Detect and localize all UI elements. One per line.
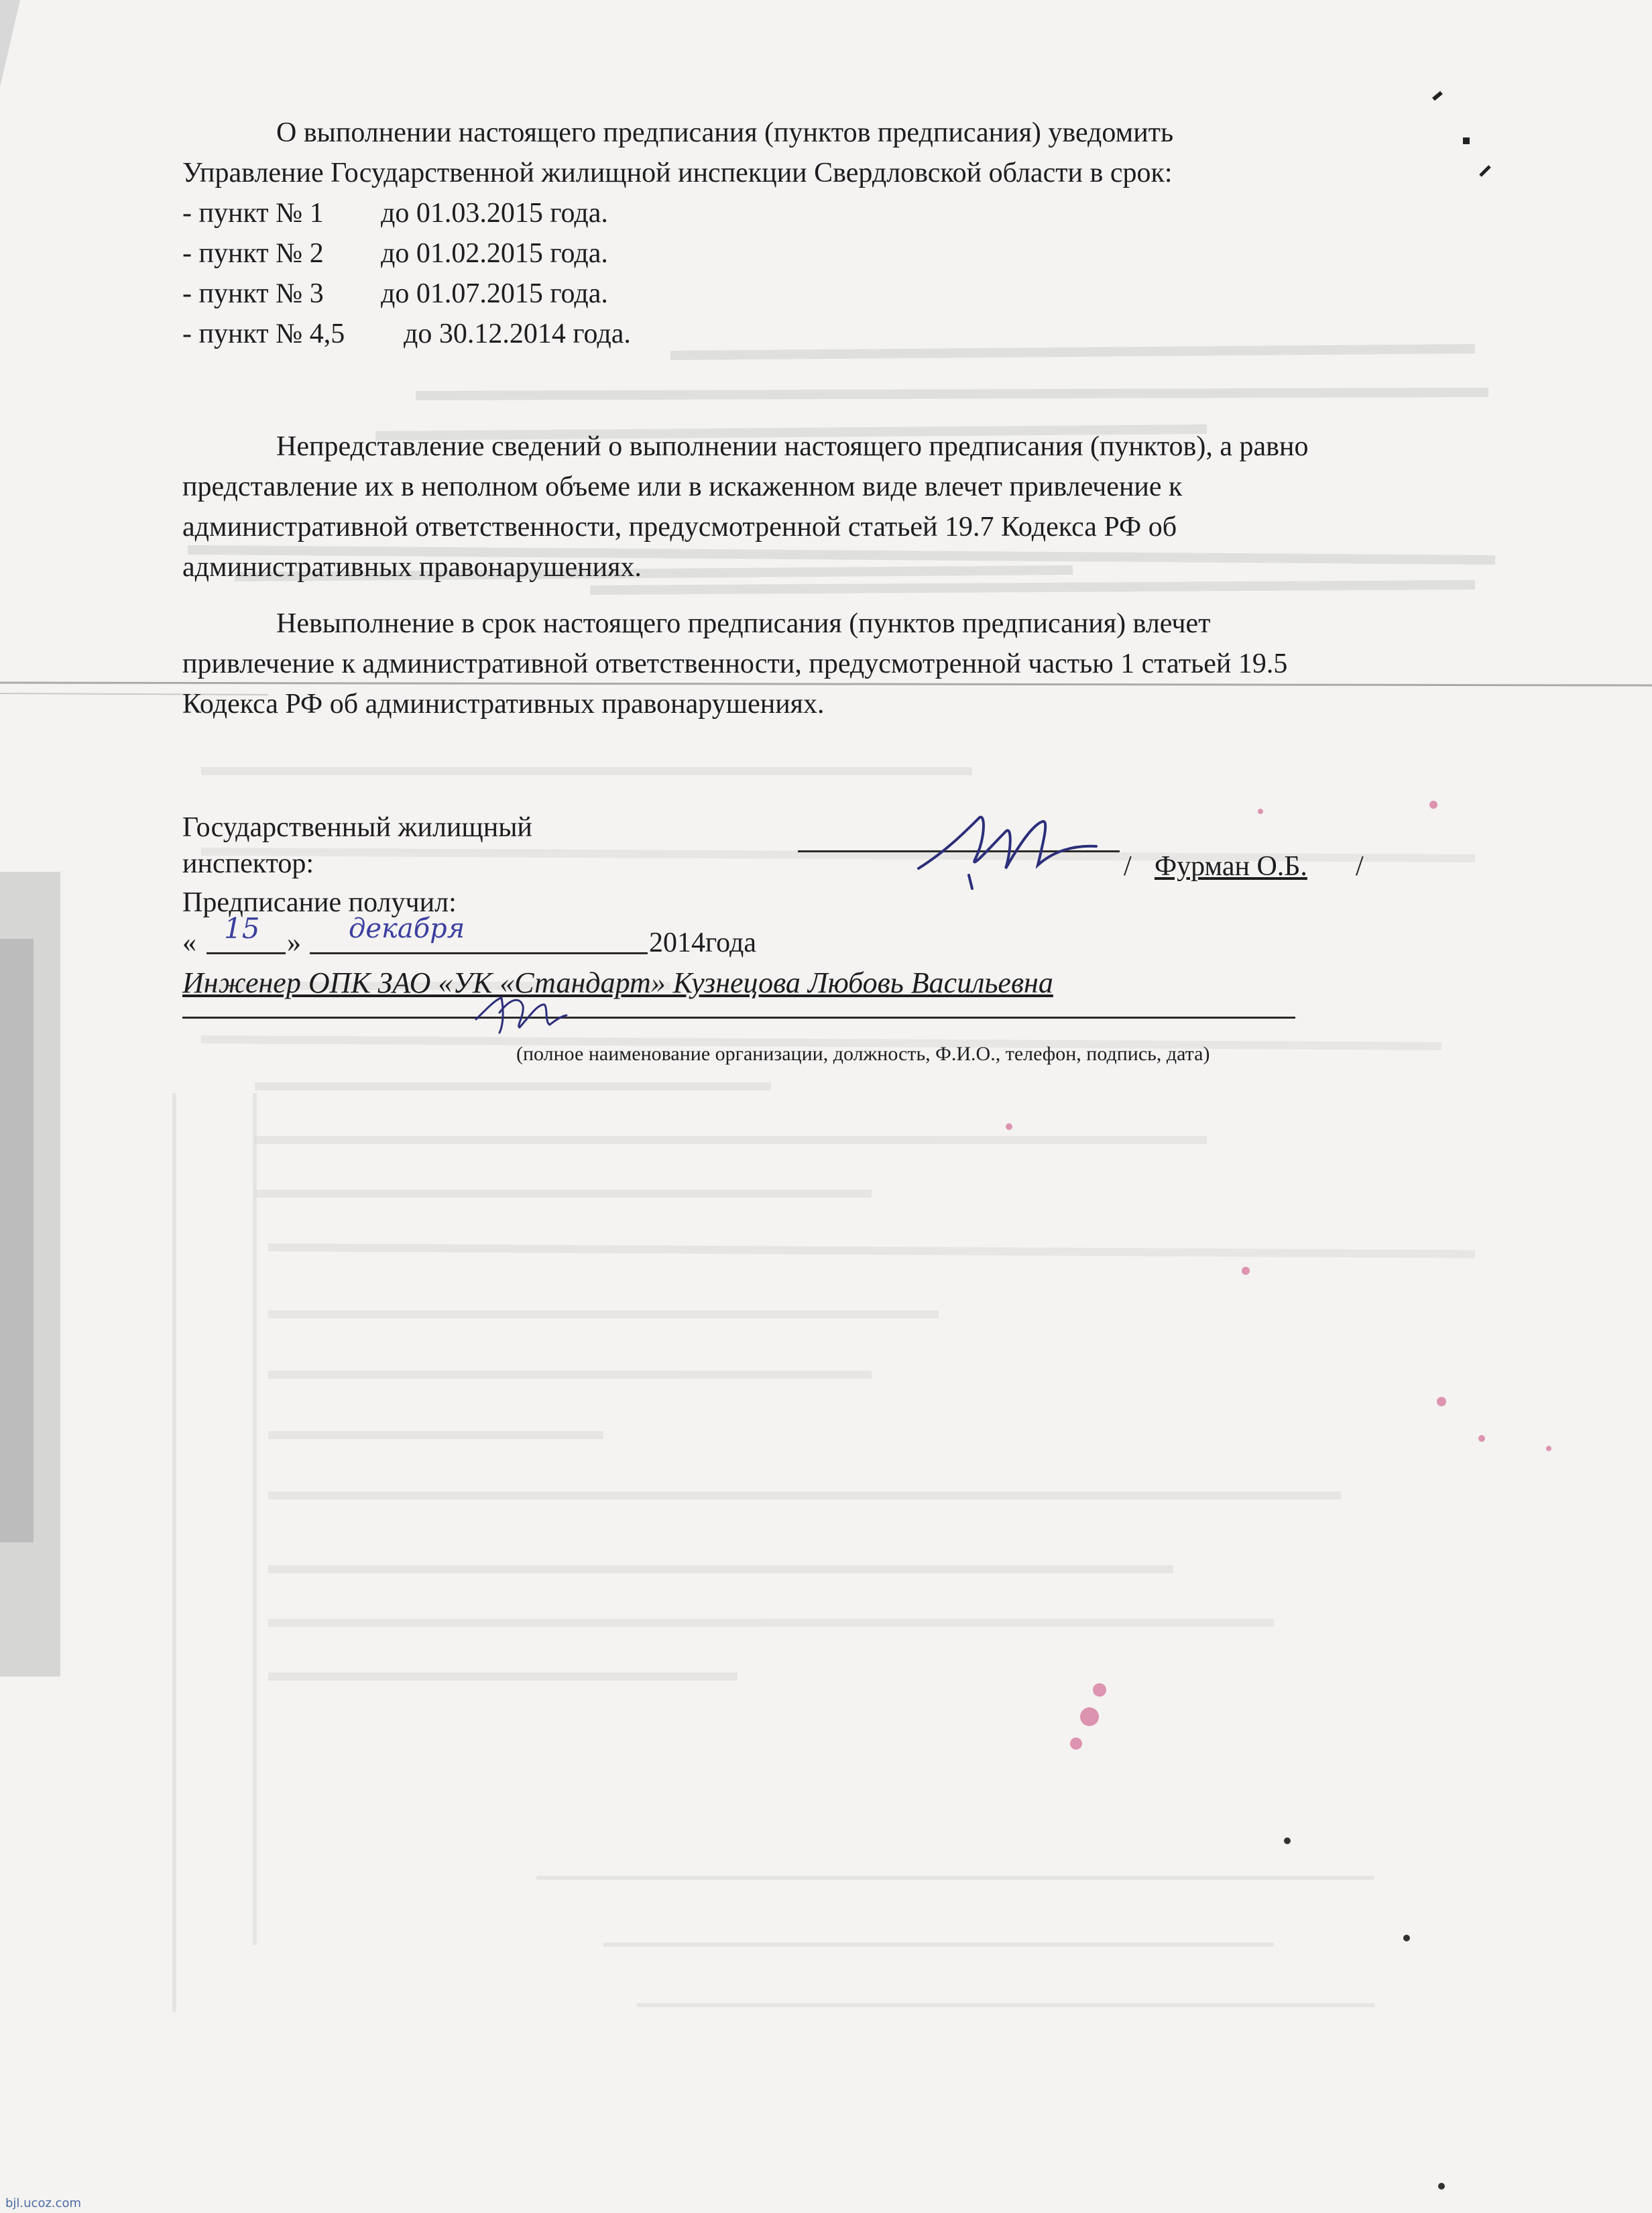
notice-paragraph	[182, 113, 1470, 193]
inspector-slash-open: /	[1124, 851, 1132, 882]
receipt-year: 2014года	[649, 927, 756, 958]
non-reporting-paragraph	[182, 427, 1470, 587]
receipt-month: декабря	[349, 913, 465, 944]
para1-line-2: представление их в неполном объеме или в искаженном виде влечет привлечение к	[182, 471, 1183, 502]
para2-line-1: Невыполнение в срок настоящего предписания (пунктов предписания) влечет	[276, 608, 1211, 639]
deadline-term-4: до 30.12.2014 года.	[404, 319, 631, 349]
deadline-item-3: - пункт № 3	[182, 278, 324, 309]
deadline-item-1: - пункт № 1	[182, 198, 324, 229]
receipt-caption: (полное наименование организации, должность, Ф.И.О., телефон, подпись, дата)	[516, 1043, 1210, 1065]
inspector-slash-close: /	[1356, 851, 1364, 882]
deadline-item-4: - пункт № 4,5	[182, 319, 345, 349]
receipt-quote-close: »	[287, 927, 301, 958]
para1-line-3: административной ответственности, предусмотренной статьей 19.7 Кодекса РФ об	[182, 512, 1177, 543]
deadline-term-3: до 01.07.2015 года.	[381, 278, 608, 309]
receipt-label: Предписание получил:	[182, 887, 457, 918]
para2-line-3: Кодекса РФ об административных правонарушениях.	[182, 689, 825, 720]
inspector-name: Фурман О.Б.	[1155, 851, 1307, 882]
receipt-recipient: Инженер ОПК ЗАО «УК «Стандарт» Кузнецова Любовь Васильевна	[182, 966, 1053, 999]
inspector-signature	[905, 805, 1106, 892]
receipt-month-line	[310, 952, 648, 954]
deadline-term-2: до 01.02.2015 года.	[381, 238, 608, 269]
para1-line-4: административных правонарушениях.	[182, 552, 642, 583]
inspector-title-line-1: Государственный жилищный	[182, 812, 532, 843]
receipt-day: 15	[224, 912, 260, 945]
receipt-signature-line	[182, 1017, 1295, 1019]
para1-line-1: Непредставление сведений о выполнении настоящего предписания (пунктов), а равно	[276, 431, 1309, 462]
inspector-title-line-2: инспектор:	[182, 848, 314, 879]
notice-line-1: О выполнении настоящего предписания (пунктов предписания) уведомить	[276, 117, 1174, 148]
non-compliance-paragraph	[182, 604, 1470, 724]
deadline-term-1: до 01.03.2015 года.	[381, 198, 608, 229]
deadline-item-2: - пункт № 2	[182, 238, 324, 269]
receipt-day-line	[206, 952, 286, 954]
recipient-signature	[469, 986, 570, 1039]
receipt-quote-open: «	[182, 927, 196, 958]
watermark-label: bjl.ucoz.com	[5, 2196, 82, 2210]
para2-line-2: привлечение к административной ответственности, предусмотренной частью 1 статьей 19.5	[182, 648, 1288, 679]
notice-line-2: Управление Государственной жилищной инспекции Свердловской области в срок:	[182, 158, 1173, 188]
